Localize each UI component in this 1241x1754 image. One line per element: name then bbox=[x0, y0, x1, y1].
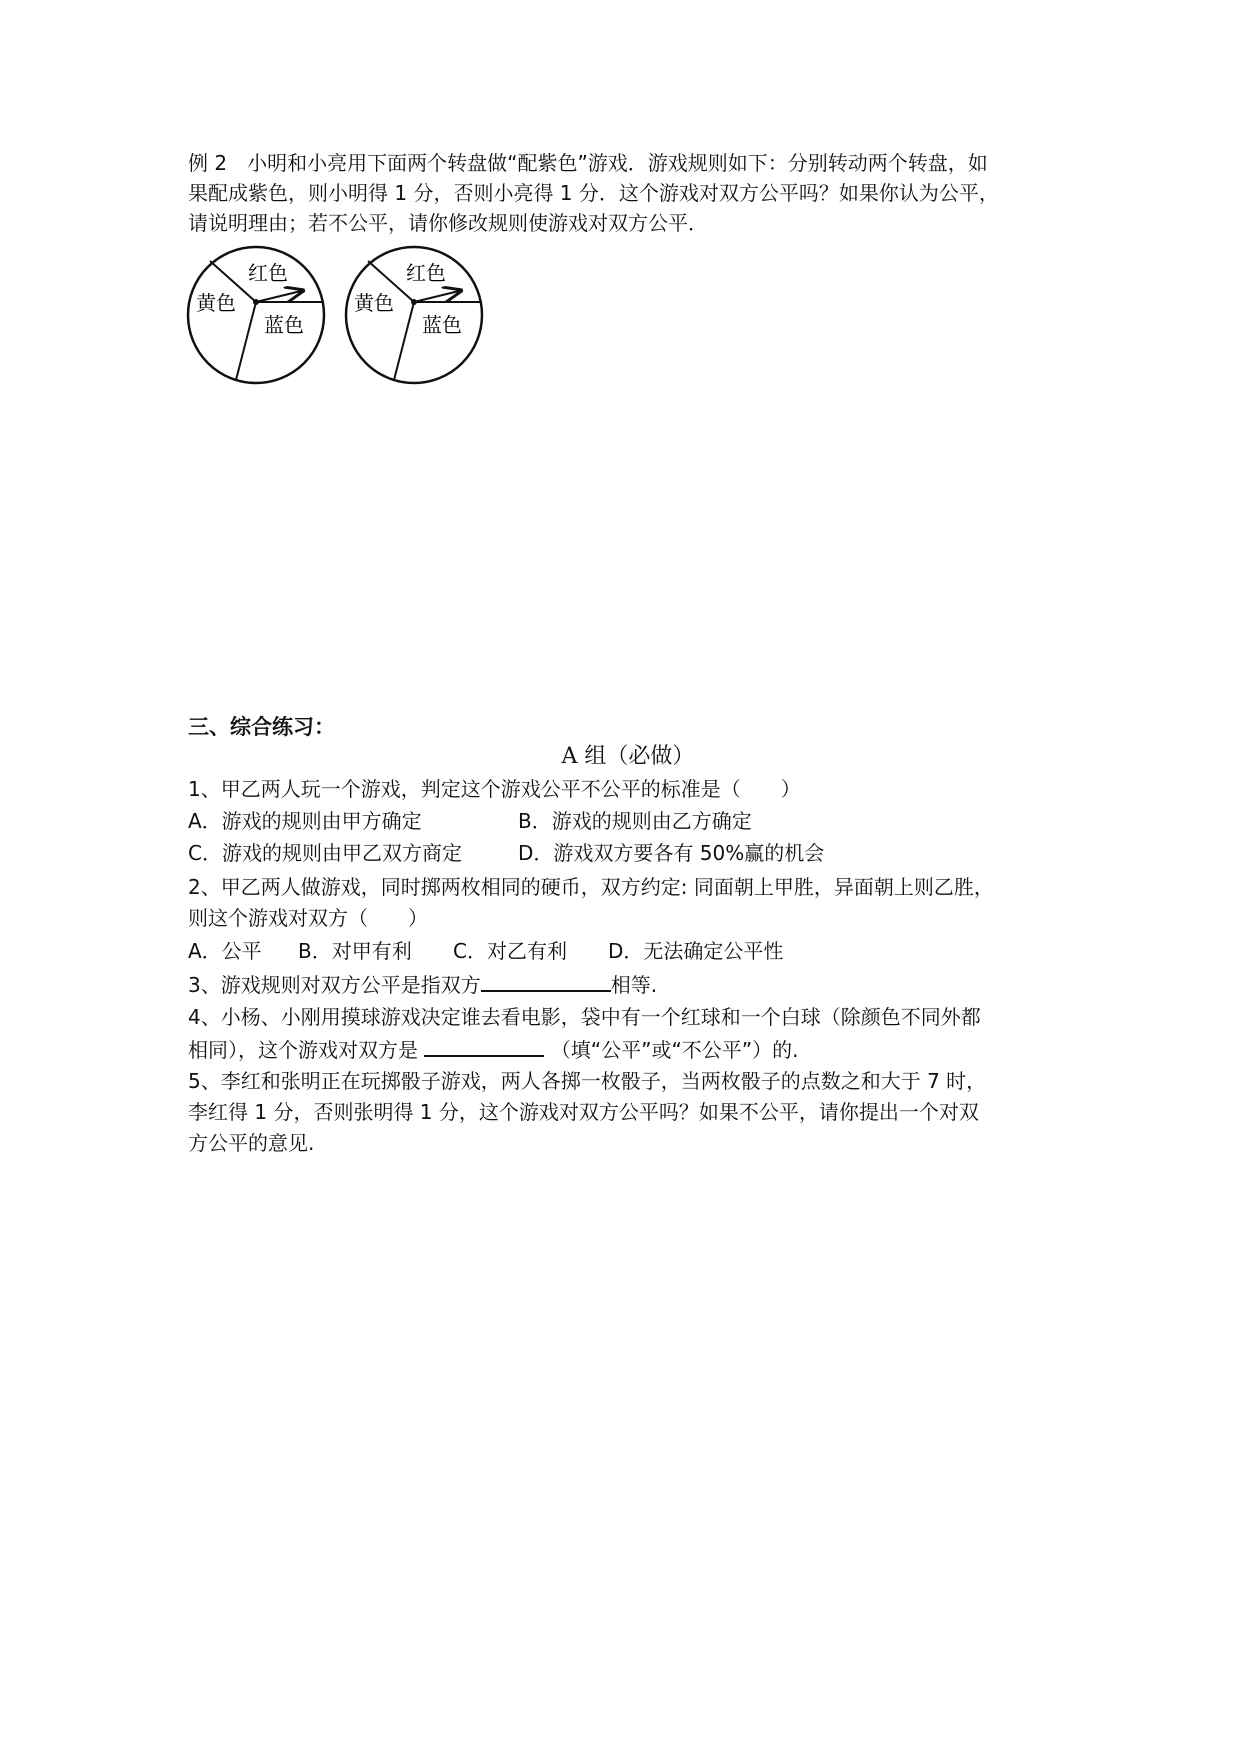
spinner-diagram bbox=[186, 245, 491, 385]
spinner-pointer bbox=[256, 291, 301, 302]
group-title: A 组（必做） bbox=[561, 744, 695, 769]
q4-answer-blank[interactable] bbox=[424, 1033, 544, 1057]
q1-option-a: A．游戏的规则由甲方确定 bbox=[188, 809, 422, 833]
example-text-line-1: 例 2 小明和小亮用下面两个转盘做“配紫色”游戏．游戏规则如下：分别转动两个转盘，如 bbox=[188, 151, 988, 175]
q3-line bbox=[188, 968, 1068, 1000]
label-red: 红色 bbox=[406, 261, 446, 285]
q2-options bbox=[188, 936, 1068, 966]
q2-line-2: 则这个游戏对双方（ ） bbox=[188, 906, 428, 930]
q5-line-3: 方公平的意见. bbox=[188, 1131, 315, 1155]
spinner-right bbox=[346, 247, 482, 383]
q2-option-d: D．无法确定公平性 bbox=[608, 939, 784, 963]
q2-option-b: B．对甲有利 bbox=[298, 939, 412, 963]
spinner-left bbox=[188, 247, 324, 383]
q1-options-row-2 bbox=[188, 838, 1068, 868]
q1-option-c: C．游戏的规则由甲乙双方商定 bbox=[188, 841, 462, 865]
q3-text-before: 3、游戏规则对双方公平是指双方 bbox=[188, 973, 481, 997]
section-title: 三、综合练习： bbox=[188, 715, 335, 739]
q2-line-1: 2、甲乙两人做游戏，同时掷两枚相同的硬币，双方约定: 同面朝上甲胜，异面朝上则乙胜， bbox=[188, 875, 994, 899]
q1-option-d: D．游戏双方要各有 50%赢的机会 bbox=[518, 841, 825, 865]
q2-option-c: C．对乙有利 bbox=[453, 939, 567, 963]
q4-line-1: 4、小杨、小刚用摸球游戏决定谁去看电影，袋中有一个红球和一个白球（除颜色不同外都 bbox=[188, 1005, 981, 1029]
q3-text-after: 相等. bbox=[610, 973, 658, 997]
label-yellow: 黄色 bbox=[196, 291, 236, 315]
q3-answer-blank[interactable] bbox=[481, 968, 611, 992]
q4-text-before: 相同），这个游戏对双方是 bbox=[188, 1038, 425, 1062]
q5-line-2: 李红得 1 分，否则张明得 1 分，这个游戏对双方公平吗？如果不公平，请你提出一个对双 bbox=[188, 1100, 979, 1124]
example-text-line-3: 请说明理由；若不公平，请你修改规则使游戏对双方公平． bbox=[188, 211, 708, 235]
q1-stem: 1、甲乙两人玩一个游戏，判定这个游戏公平不公平的标准是（ ） bbox=[188, 777, 801, 801]
q1-option-b: B．游戏的规则由乙方确定 bbox=[518, 809, 752, 833]
spinner-pointer bbox=[414, 291, 459, 302]
q2-option-a: A．公平 bbox=[188, 939, 262, 963]
label-blue: 蓝色 bbox=[264, 313, 304, 337]
example-text-line-2: 果配成紫色，则小明得 1 分，否则小亮得 1 分．这个游戏对双方公平吗？如果你认为公平， bbox=[188, 181, 999, 205]
q5-line-1: 5、李红和张明正在玩掷骰子游戏，两人各掷一枚骰子，当两枚骰子的点数之和大于 7 时， bbox=[188, 1069, 987, 1093]
label-red: 红色 bbox=[248, 261, 288, 285]
label-blue: 蓝色 bbox=[422, 313, 462, 337]
q4-line-2 bbox=[188, 1033, 1068, 1065]
q4-text-after: （填“公平”或“不公平”）的. bbox=[550, 1038, 799, 1062]
q1-options-row-1 bbox=[188, 806, 1068, 836]
label-yellow: 黄色 bbox=[354, 291, 394, 315]
